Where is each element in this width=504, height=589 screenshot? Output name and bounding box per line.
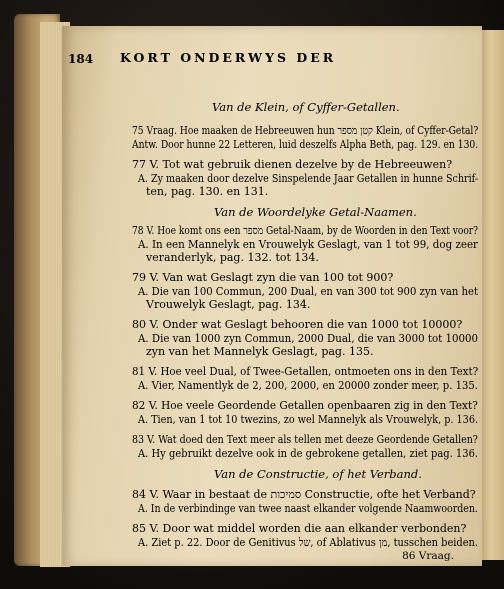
running-title: KORT ONDERWYS DER — [120, 50, 337, 65]
text-line: Antw. Door hunne 22 Letteren, luid deszelfs Alpha Beth, pag. 129. en 130. — [132, 138, 479, 151]
text-line: 75 Vraag. Hoe maaken de Hebreeuwen hun קטן מספר Klein, of Cyffer-Getal? — [132, 124, 479, 137]
text-line: A. Ziet p. 22. Door de Genitivus של, of Ablativus מן, tusschen beiden. — [138, 536, 479, 549]
text-line: 84 V. Waar in bestaat de סמיכות Constructie, ofte het Verband? — [132, 488, 476, 501]
text-line: 81 V. Hoe veel Dual, of Twee-Getallen, ontmoeten ons in den Text? — [132, 365, 479, 378]
page-number: 184 — [68, 52, 94, 66]
text-line: 80 V. Onder wat Geslagt behooren die van 1000 tot 10000? — [132, 318, 463, 331]
text-line: 83 V. Wat doed den Text meer als tellen met deeze Geordende Getallen? — [132, 433, 478, 446]
text-line: A. Tien, van 1 tot 10 twezins, zo wel Mannelyk als Vrouwelyk, p. 136. — [138, 413, 479, 426]
catchword: 86 Vraag. — [402, 550, 454, 562]
text-line: A. In een Mannelyk en Vrouwelyk Geslagt, van 1 tot 99, dog zeer — [138, 238, 478, 251]
text-line: A. Die van 100 Commun, 200 Dual, en van 300 tot 900 zyn van het — [138, 285, 479, 298]
text-line: A. Vier, Namentlyk de 2, 200, 2000, en 20000 zonder meer, p. 135. — [138, 379, 478, 392]
text-line: A. Hy gebruikt dezelve ook in de gebrokene getallen, ziet pag. 136. — [138, 447, 479, 460]
text-line: A. Zy maaken door dezelve Sinspelende Jaar Getallen in hunne Schrif- — [138, 172, 479, 185]
text-line: 78 V. Hoe komt ons een מספר Getal-Naam, by de Woorden in den Text voor? — [132, 224, 479, 237]
text-line: 77 V. Tot wat gebruik dienen dezelve by de Hebreeuwen? — [132, 158, 453, 171]
text-line: Vrouwelyk Geslagt, pag. 134. — [146, 298, 311, 311]
section-heading: Van de Klein, of Cyffer-Getallen. — [212, 100, 400, 114]
facing-page-edge — [482, 30, 504, 560]
text-line: zyn van het Mannelyk Geslagt, pag. 135. — [146, 345, 374, 358]
text-line: ten, pag. 130. en 131. — [146, 185, 269, 198]
section-heading: Van de Woordelyke Getal-Naamen. — [214, 205, 417, 219]
text-line: veranderlyk, pag. 132. tot 134. — [146, 251, 319, 264]
text-line: 82 V. Hoe veele Geordende Getallen openbaaren zig in den Text? — [132, 399, 478, 412]
text-line: 85 V. Door wat middel worden die aan elkander verbonden? — [132, 522, 467, 535]
text-line: A. Die van 1000 zyn Commun, 2000 Dual, die van 3000 tot 10000 — [138, 332, 479, 345]
text-line: A. In de verbindinge van twee naast elkander volgende Naamwoorden. — [138, 502, 478, 515]
section-heading: Van de Constructie, of het Verband. — [214, 467, 422, 481]
text-line: 79 V. Van wat Geslagt zyn die van 100 tot 900? — [132, 271, 394, 284]
